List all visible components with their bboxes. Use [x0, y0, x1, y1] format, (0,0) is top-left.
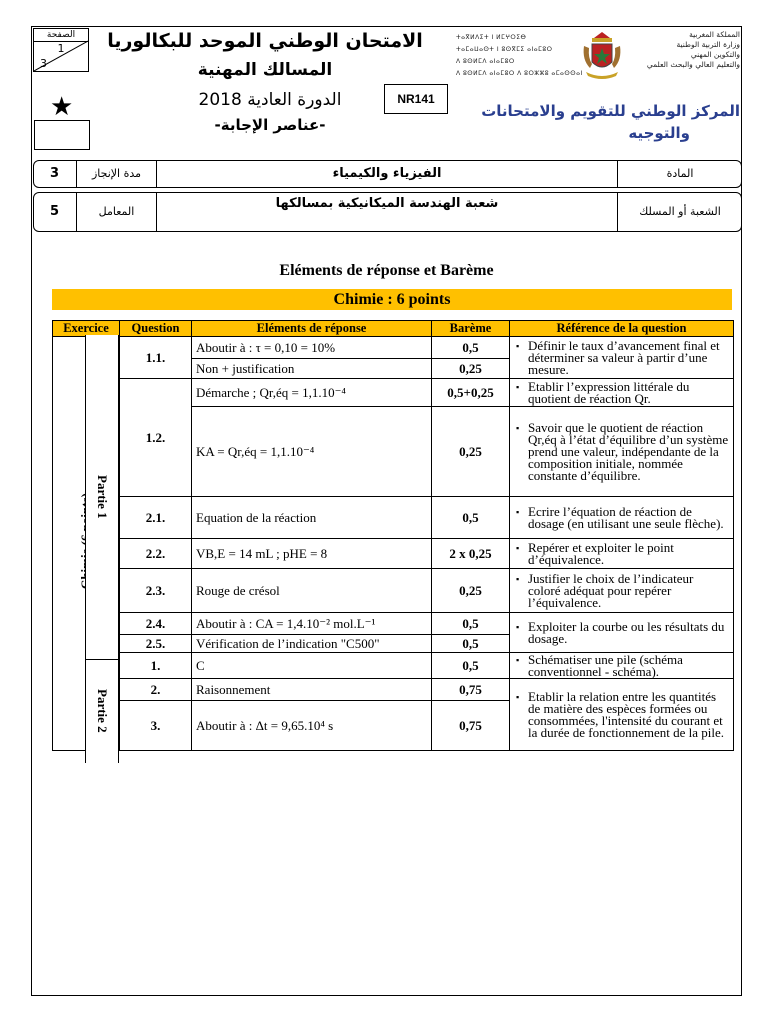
question-cell: 2.5. — [120, 635, 192, 653]
page-number-box — [33, 28, 89, 72]
question-cell: 2.2. — [120, 539, 192, 569]
question-cell: 3. — [120, 701, 192, 751]
part-1-label: Partie 1 — [95, 475, 110, 519]
answer-cell: Démarche ; Qr,éq = 1,1.10⁻⁴ — [192, 379, 432, 407]
answer-cell: Non + justification — [192, 359, 432, 379]
question-cell: 1. — [120, 653, 192, 679]
reference-item: ▪ Ecrire l’équation de réaction de dosage (en utilisant une seule flèche). — [528, 506, 729, 530]
star-icon: ★ — [50, 92, 74, 122]
table-row — [53, 539, 734, 569]
answer-key-label: -عناصر الإجابة- — [214, 116, 326, 134]
answer-cell: Rouge de crésol — [192, 569, 432, 613]
column-header: Barème — [432, 321, 510, 337]
table-row — [53, 497, 734, 539]
answer-cell: KA = Qr,éq = 1,1.10⁻⁴ — [192, 407, 432, 497]
table-row — [53, 613, 734, 635]
coat-of-arms-icon — [580, 30, 624, 82]
answer-cell: Aboutir à : τ = 0,10 = 10% — [192, 337, 432, 359]
section-banner: Chimie : 6 points — [52, 289, 732, 310]
table-row — [53, 379, 734, 407]
part-2-label: Partie 2 — [95, 689, 110, 733]
reference-cell — [510, 613, 734, 653]
tifinagh-line: ⴷ ⵓⵙⵍⵎⴷ ⴰⵏⴰⵎⵓⵔ — [456, 58, 515, 65]
reference-cell — [510, 539, 734, 569]
tifinagh-line: ⵜⴰⵎⴰⵡⴰⵙⵜ ⵏ ⵓⵙⴳⵎⵉ ⴰⵏⴰⵎⵓⵔ — [456, 46, 553, 53]
reference-item: ▪ Schématiser une pile (schéma conventionnel - schéma). — [528, 654, 729, 678]
coefficient-value: 5 — [33, 192, 77, 232]
centre-line: والتوجيه — [628, 124, 690, 142]
ministry-line: وزارة التربية الوطنية — [676, 40, 740, 49]
score-cell: 0,75 — [432, 701, 510, 751]
reference-item: ▪ Justifier le choix de l’indicateur coloré adéquat pour repérer l’équivalence. — [528, 573, 729, 609]
reference-cell — [510, 407, 734, 497]
reference-item: ▪ Exploiter la courbe ou les résultats du dosage. — [528, 621, 729, 645]
page-current: 1 — [57, 42, 65, 55]
score-cell: 0,5 — [432, 635, 510, 653]
score-cell: 0,75 — [432, 679, 510, 701]
reference-item: ▪ Etablir l’expression littérale du quotient de réaction Qr. — [528, 381, 729, 405]
reference-item: ▪ Savoir que le quotient de réaction Qr,éq à l’état d’équilibre d’un système prend une valeur, indépendante de la composition initiale, nommée constante d’équilibre. — [528, 422, 729, 482]
table-row — [53, 569, 734, 613]
ministry-line: المملكة المغربية — [689, 30, 740, 39]
answer-cell: Aboutir à : Δt = 9,65.10⁴ s — [192, 701, 432, 751]
coefficient-label: المعامل — [77, 192, 157, 232]
reference-cell — [510, 379, 734, 407]
reference-cell — [510, 497, 734, 539]
column-header: Référence de la question — [510, 321, 734, 337]
session: الدورة العادية 2018 — [198, 90, 342, 110]
reference-item: ▪ Définir le taux d’avancement final et déterminer sa valeur à partir d’une mesure. — [528, 340, 729, 376]
page-total: 3 — [40, 57, 47, 70]
exam-subtitle: المسالك المهنية — [197, 60, 333, 80]
score-cell: 0,5 — [432, 613, 510, 635]
column-header: Question — [120, 321, 192, 337]
tifinagh-line: ⵜⴰⴳⵍⴷⵉⵜ ⵏ ⵍⵎⵖⵔⵉⴱ — [456, 34, 527, 41]
branch-label: الشعبة أو المسلك — [617, 192, 742, 232]
reference-cell — [510, 653, 734, 679]
question-cell: 2.3. — [120, 569, 192, 613]
tifinagh-line: ⴷ ⵓⵙⵍⵎⴷ ⴰⵏⴰⵎⵓⵔ ⴷ ⵓⵔⵣⵣⵓ ⴰⵎⴰⵙⵙⴰⵏ — [456, 70, 583, 77]
score-cell: 0,25 — [432, 569, 510, 613]
centre-line: المركز الوطني للتقويم والامتحانات — [481, 102, 740, 120]
answer-cell: Vérification de l’indication "C500" — [192, 635, 432, 653]
answer-cell: VB,E = 14 mL ; pHE = 8 — [192, 539, 432, 569]
part-column — [85, 335, 119, 659]
score-cell: 0,5 — [432, 497, 510, 539]
column-header: Eléments de réponse — [192, 321, 432, 337]
centre-name — [470, 100, 740, 144]
document-title: Eléments de réponse et Barème — [279, 262, 494, 279]
question-cell: 2. — [120, 679, 192, 701]
score-cell: 0,5 — [432, 337, 510, 359]
subject-label: المادة — [617, 160, 742, 188]
score-cell: 0,25 — [432, 359, 510, 379]
duration-value: 3 — [33, 160, 77, 188]
reference-item: ▪ Repérer et exploiter le point d’équivalence. — [528, 542, 729, 566]
answer-cell: Raisonnement — [192, 679, 432, 701]
answer-cell: Aboutir à : CA = 1,4.10⁻² mol.L⁻¹ — [192, 613, 432, 635]
branch-value: شعبة الهندسة الميكانيكية بمسالكها — [275, 196, 499, 211]
ministry-block — [622, 30, 740, 70]
question-cell: 1.1. — [120, 337, 192, 379]
ministry-line: والتكوين المهني — [690, 50, 740, 59]
table-row — [53, 653, 734, 679]
column-header: Exercice — [53, 321, 120, 337]
reference-cell — [510, 569, 734, 613]
score-cell: 0,5 — [432, 653, 510, 679]
table-header-row — [53, 321, 734, 337]
score-cell: 0,25 — [432, 407, 510, 497]
question-cell: 2.1. — [120, 497, 192, 539]
reference-cell — [510, 337, 734, 379]
question-cell: 2.4. — [120, 613, 192, 635]
exam-code: NR141 — [384, 84, 448, 114]
reference-item: ▪ Etablir la relation entre les quantités de matière des espèces formées ou consommées, l'intensité du courant et la durée de fonctionnement de la pile. — [528, 691, 729, 739]
exam-title: الامتحان الوطني الموحد للبكالوريا — [107, 30, 423, 52]
reference-cell — [510, 679, 734, 751]
page-label: الصفحة — [34, 29, 88, 42]
question-cell: 1.2. — [120, 379, 192, 497]
answer-cell: C — [192, 653, 432, 679]
table-row — [53, 337, 734, 359]
subject-value: الفيزياء والكيمياء — [332, 166, 442, 181]
part-column — [85, 659, 119, 763]
answer-cell: Equation de la réaction — [192, 497, 432, 539]
duration-label: مدة الإنجاز — [77, 160, 157, 188]
blank-box — [34, 120, 90, 150]
table-row — [53, 679, 734, 701]
grading-table — [52, 320, 734, 751]
ministry-line: والتعليم العالي والبحث العلمي — [646, 60, 740, 69]
score-cell: 2 x 0,25 — [432, 539, 510, 569]
score-cell: 0,5+0,25 — [432, 379, 510, 407]
